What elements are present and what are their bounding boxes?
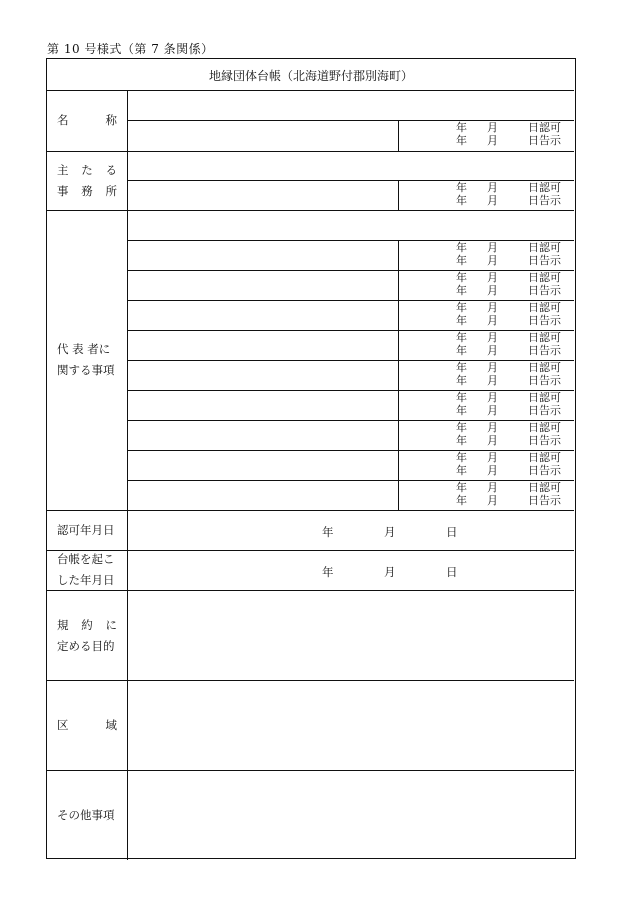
- approved-label: 日認可: [528, 121, 561, 134]
- month-label: 月: [487, 421, 498, 434]
- office-label-line1-char: 主: [57, 163, 69, 177]
- month-label: 月: [487, 181, 498, 194]
- approval-announcement-date: [456, 241, 561, 267]
- year-label: 年: [456, 404, 467, 417]
- month-label: 月: [487, 134, 498, 147]
- date-column-divider: [398, 180, 399, 210]
- month-label: 月: [487, 344, 498, 357]
- approval-announcement-date: [456, 271, 561, 297]
- year-label: 年: [456, 464, 467, 477]
- form-title: 地縁団体台帳（北海道野付郡別海町）: [208, 69, 413, 83]
- approval-announcement-date: [456, 391, 561, 417]
- year-label: 年: [456, 271, 467, 284]
- year-label: 年: [456, 481, 467, 494]
- year-label: 年: [456, 451, 467, 464]
- office-label-line2-char: 所: [105, 184, 117, 198]
- year-label: 年: [456, 421, 467, 434]
- year-label: 年: [456, 374, 467, 387]
- approved-date-row: [456, 181, 561, 194]
- announced-label: 日告示: [528, 404, 561, 417]
- year-label: 年: [456, 331, 467, 344]
- approved-label: 日認可: [528, 181, 561, 194]
- approved-label: 日認可: [528, 331, 561, 344]
- date-column-divider: [398, 240, 399, 510]
- office-label-line2-char: 務: [81, 184, 93, 198]
- announced-date-row: [456, 284, 561, 297]
- rules-label-line1-char: 規: [57, 618, 69, 632]
- name-label-char: 名: [57, 113, 69, 127]
- rules-label-line1-char: に: [105, 618, 117, 632]
- office-label-line2-char: 事: [57, 184, 69, 198]
- year-label: 年: [456, 434, 467, 447]
- year-label: 年: [456, 301, 467, 314]
- month-label: 月: [487, 331, 498, 344]
- area-label-char: 区: [57, 718, 69, 732]
- announced-date-row: [456, 134, 561, 147]
- year-label: 年: [456, 254, 467, 267]
- approval-announcement-date: [456, 421, 561, 447]
- announced-date-row: [456, 404, 561, 417]
- approved-label: 日認可: [528, 481, 561, 494]
- approved-date-row: [456, 481, 561, 494]
- year-label: 年: [456, 314, 467, 327]
- month-label: 月: [487, 194, 498, 207]
- office-label-line1-char: た: [81, 163, 93, 177]
- month-label: 月: [487, 494, 498, 507]
- announced-label: 日告示: [528, 314, 561, 327]
- approved-date-row: [456, 421, 561, 434]
- year-label: 年: [456, 241, 467, 254]
- approval-announcement-date: [456, 481, 561, 507]
- month-label: 月: [487, 284, 498, 297]
- rules-label-line1: [57, 619, 117, 632]
- announced-label: 日告示: [528, 254, 561, 267]
- office-label-line1: [57, 164, 117, 177]
- area-label-char: 域: [105, 718, 117, 732]
- announced-date-row: [456, 194, 561, 207]
- approved-label: 日認可: [528, 391, 561, 404]
- approved-label: 日認可: [528, 271, 561, 284]
- month-label: 月: [487, 391, 498, 404]
- approved-label: 日認可: [528, 421, 561, 434]
- ledger-date-value: [322, 564, 466, 580]
- announced-label: 日告示: [528, 344, 561, 357]
- month-label: 月: [487, 434, 498, 447]
- approval-announcement-date: [456, 181, 561, 207]
- month-label: 月: [384, 525, 396, 539]
- day-label: 日: [446, 565, 458, 579]
- announced-label: 日告示: [528, 494, 561, 507]
- form-number: 第 10 号様式（第 7 条関係）: [47, 42, 214, 56]
- month-label: 月: [384, 565, 396, 579]
- year-label: 年: [322, 525, 334, 539]
- approved-date-row: [456, 361, 561, 374]
- name-label: [57, 114, 117, 127]
- year-label: 年: [456, 391, 467, 404]
- approved-date-row: [456, 121, 561, 134]
- rules-label-line1-char: 約: [81, 618, 93, 632]
- office-label-line2: [57, 185, 117, 198]
- approval-announcement-date: [456, 451, 561, 477]
- year-label: 年: [456, 194, 467, 207]
- year-label: 年: [456, 494, 467, 507]
- month-label: 月: [487, 254, 498, 267]
- announced-date-row: [456, 254, 561, 267]
- area-label: [57, 719, 117, 732]
- approval-date-value: [322, 524, 466, 540]
- approved-date-row: [456, 271, 561, 284]
- month-label: 月: [487, 121, 498, 134]
- approval-announcement-date: [456, 121, 561, 147]
- announced-date-row: [456, 314, 561, 327]
- year-label: 年: [456, 284, 467, 297]
- ledger-date-label-line2: した年月日: [57, 573, 115, 587]
- approval-announcement-date: [456, 301, 561, 327]
- month-label: 月: [487, 481, 498, 494]
- approval-announcement-date: [456, 331, 561, 357]
- label-column-divider: [127, 90, 128, 860]
- approval-announcement-date: [456, 361, 561, 387]
- rep-label-line1: 代 表 者に: [57, 342, 111, 356]
- announced-label: 日告示: [528, 284, 561, 297]
- announced-date-row: [456, 464, 561, 477]
- month-label: 月: [487, 361, 498, 374]
- approved-date-row: [456, 331, 561, 344]
- approved-date-row: [456, 451, 561, 464]
- approved-date-row: [456, 301, 561, 314]
- other-label: その他事項: [57, 808, 115, 822]
- announced-date-row: [456, 344, 561, 357]
- announced-label: 日告示: [528, 434, 561, 447]
- year-label: 年: [322, 565, 334, 579]
- approved-label: 日認可: [528, 241, 561, 254]
- month-label: 月: [487, 314, 498, 327]
- announced-date-row: [456, 494, 561, 507]
- approved-label: 日認可: [528, 301, 561, 314]
- month-label: 月: [487, 451, 498, 464]
- ledger-date-label-line1: 台帳を起こ: [57, 552, 115, 566]
- year-label: 年: [456, 121, 467, 134]
- approved-label: 日認可: [528, 451, 561, 464]
- year-label: 年: [456, 344, 467, 357]
- month-label: 月: [487, 404, 498, 417]
- year-label: 年: [456, 134, 467, 147]
- approval-date-label: 認可年月日: [57, 523, 115, 537]
- ledger-form: [46, 58, 576, 859]
- date-column-divider: [398, 120, 399, 151]
- month-label: 月: [487, 301, 498, 314]
- approved-date-row: [456, 241, 561, 254]
- month-label: 月: [487, 374, 498, 387]
- month-label: 月: [487, 241, 498, 254]
- announced-date-row: [456, 434, 561, 447]
- month-label: 月: [487, 271, 498, 284]
- announced-label: 日告示: [528, 374, 561, 387]
- office-label-line1-char: る: [105, 163, 117, 177]
- year-label: 年: [456, 181, 467, 194]
- announced-label: 日告示: [528, 134, 561, 147]
- rules-label-line2: 定める目的: [57, 639, 115, 653]
- year-label: 年: [456, 361, 467, 374]
- approved-label: 日認可: [528, 361, 561, 374]
- day-label: 日: [446, 525, 458, 539]
- announced-label: 日告示: [528, 194, 561, 207]
- name-label-char: 称: [105, 113, 117, 127]
- announced-date-row: [456, 374, 561, 387]
- announced-label: 日告示: [528, 464, 561, 477]
- approved-date-row: [456, 391, 561, 404]
- month-label: 月: [487, 464, 498, 477]
- rep-label-line2: 関する事項: [57, 363, 115, 377]
